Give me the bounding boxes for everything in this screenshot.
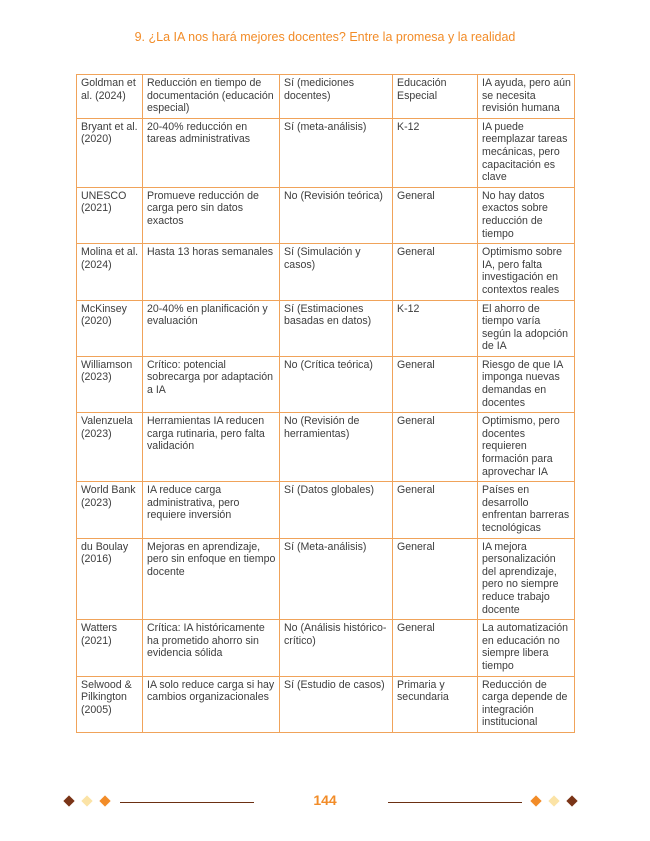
- table-row: [77, 356, 575, 412]
- finding-cell: Mejoras en aprendizaje, pero sin enfoque en tiempo docente: [143, 538, 280, 620]
- level-cell: K-12: [393, 118, 478, 187]
- study-cell: du Boulay (2016): [77, 538, 143, 620]
- conclusion-cell: Optimismo sobre IA, pero falta investigación en contextos reales: [478, 244, 575, 300]
- evidence-cell: Sí (Simulación y casos): [280, 244, 393, 300]
- diamond-icon: [99, 795, 110, 806]
- table-row: [77, 75, 575, 119]
- table-row: [77, 413, 575, 482]
- conclusion-cell: Países en desarrollo enfrentan barreras tecnológicas: [478, 482, 575, 538]
- conclusion-cell: IA ayuda, pero aún se necesita revisión humana: [478, 75, 575, 119]
- level-cell: General: [393, 620, 478, 676]
- diamond-icon: [548, 795, 559, 806]
- studies-table: [76, 74, 575, 733]
- studies-table-body: [77, 75, 575, 733]
- evidence-cell: No (Análisis histórico-crítico): [280, 620, 393, 676]
- page-footer: [0, 790, 650, 814]
- level-cell: General: [393, 356, 478, 412]
- level-cell: General: [393, 482, 478, 538]
- table-row: [77, 676, 575, 732]
- finding-cell: Reducción en tiempo de documentación (educación especial): [143, 75, 280, 119]
- evidence-cell: No (Revisión de herramientas): [280, 413, 393, 482]
- finding-cell: Crítico: potencial sobrecarga por adaptación a IA: [143, 356, 280, 412]
- table-row: [77, 620, 575, 676]
- table-row: [77, 118, 575, 187]
- study-cell: Valenzuela (2023): [77, 413, 143, 482]
- page-header-title: 9. ¿La IA nos hará mejores docentes? Entre la promesa y la realidad: [134, 30, 516, 44]
- conclusion-cell: El ahorro de tiempo varía según la adopción de IA: [478, 300, 575, 356]
- evidence-cell: Sí (Meta-análisis): [280, 538, 393, 620]
- study-cell: Goldman et al. (2024): [77, 75, 143, 119]
- level-cell: Educación Especial: [393, 75, 478, 119]
- diamond-icon: [63, 795, 74, 806]
- footer-rule-left: [120, 802, 254, 803]
- study-cell: Bryant et al. (2020): [77, 118, 143, 187]
- evidence-cell: No (Revisión teórica): [280, 187, 393, 243]
- finding-cell: IA solo reduce carga si hay cambios organizacionales: [143, 676, 280, 732]
- level-cell: General: [393, 538, 478, 620]
- finding-cell: IA reduce carga administrativa, pero requiere inversión: [143, 482, 280, 538]
- diamond-icon: [566, 795, 577, 806]
- finding-cell: Promueve reducción de carga pero sin datos exactos: [143, 187, 280, 243]
- study-cell: McKinsey (2020): [77, 300, 143, 356]
- conclusion-cell: La automatización en educación no siempre libera tiempo: [478, 620, 575, 676]
- finding-cell: 20-40% reducción en tareas administrativas: [143, 118, 280, 187]
- evidence-cell: Sí (meta-análisis): [280, 118, 393, 187]
- table-row: [77, 244, 575, 300]
- finding-cell: Herramientas IA reducen carga rutinaria, pero falta validación: [143, 413, 280, 482]
- level-cell: General: [393, 187, 478, 243]
- conclusion-cell: IA mejora personalización del aprendizaje, pero no siempre reduce trabajo docente: [478, 538, 575, 620]
- table-row: [77, 187, 575, 243]
- conclusion-cell: IA puede reemplazar tareas mecánicas, pero capacitación es clave: [478, 118, 575, 187]
- conclusion-cell: Riesgo de que IA imponga nuevas demandas en docentes: [478, 356, 575, 412]
- study-cell: UNESCO (2021): [77, 187, 143, 243]
- study-cell: Molina et al. (2024): [77, 244, 143, 300]
- study-cell: World Bank (2023): [77, 482, 143, 538]
- page-number: 144: [313, 792, 337, 808]
- conclusion-cell: Reducción de carga depende de integración institucional: [478, 676, 575, 732]
- conclusion-cell: Optimismo, pero docentes requieren formación para aprovechar IA: [478, 413, 575, 482]
- level-cell: K-12: [393, 300, 478, 356]
- finding-cell: Hasta 13 horas semanales: [143, 244, 280, 300]
- level-cell: General: [393, 413, 478, 482]
- evidence-cell: Sí (Estimaciones basadas en datos): [280, 300, 393, 356]
- evidence-cell: Sí (Datos globales): [280, 482, 393, 538]
- conclusion-cell: No hay datos exactos sobre reducción de tiempo: [478, 187, 575, 243]
- finding-cell: 20-40% en planificación y evaluación: [143, 300, 280, 356]
- evidence-cell: Sí (mediciones docentes): [280, 75, 393, 119]
- study-cell: Williamson (2023): [77, 356, 143, 412]
- evidence-cell: No (Crítica teórica): [280, 356, 393, 412]
- table-row: [77, 300, 575, 356]
- finding-cell: Crítica: IA históricamente ha prometido ahorro sin evidencia sólida: [143, 620, 280, 676]
- footer-rule-right: [388, 802, 522, 803]
- table-row: [77, 482, 575, 538]
- evidence-cell: Sí (Estudio de casos): [280, 676, 393, 732]
- study-cell: Selwood & Pilkington (2005): [77, 676, 143, 732]
- diamond-icon: [530, 795, 541, 806]
- diamond-icon: [81, 795, 92, 806]
- level-cell: General: [393, 244, 478, 300]
- table-row: [77, 538, 575, 620]
- level-cell: Primaria y secundaria: [393, 676, 478, 732]
- study-cell: Watters (2021): [77, 620, 143, 676]
